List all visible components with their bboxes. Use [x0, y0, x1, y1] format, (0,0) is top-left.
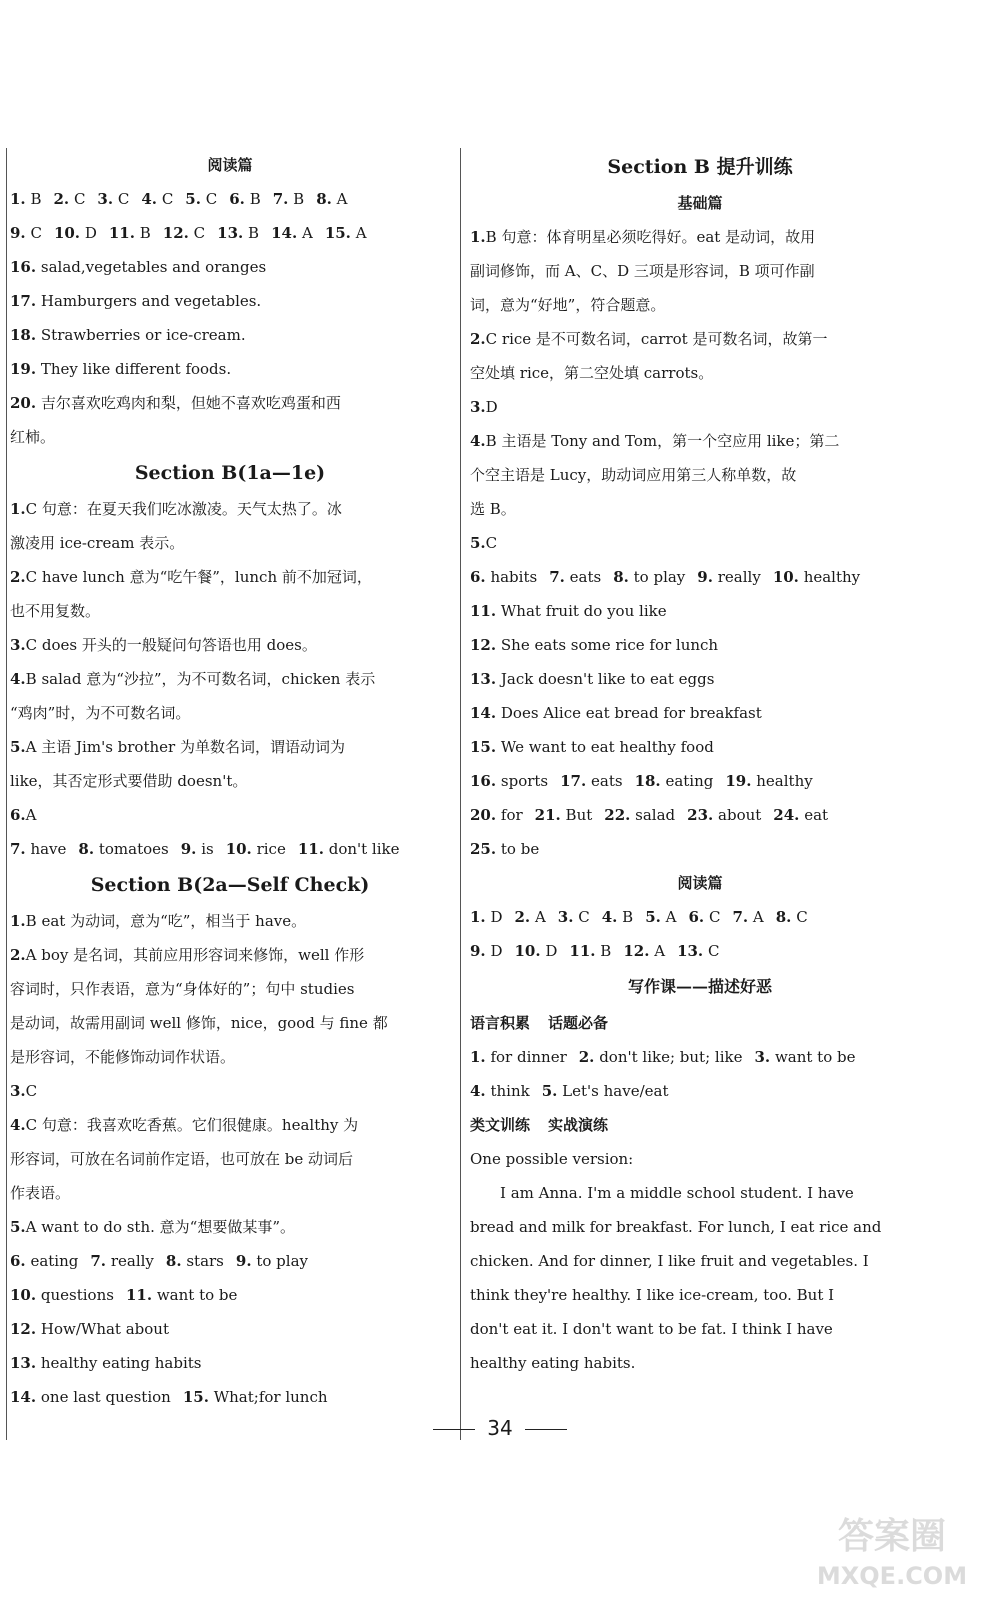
- answer-item: 10. D: [53, 224, 97, 242]
- answer-item: 10. rice: [225, 840, 286, 858]
- answer-item: 2. C: [53, 190, 86, 208]
- reading-heading: 阅读篇: [207, 156, 253, 174]
- reading-answer-list: [10, 250, 450, 386]
- answer-item: 12. A: [623, 942, 666, 960]
- secb1-q4-line-1: 4.B salad 意为“沙拉”，为不可数名词，chicken 表示: [10, 670, 376, 688]
- secb2-q13: 13. healthy eating habits: [10, 1354, 202, 1372]
- answer-line: 12. She eats some rice for lunch: [470, 636, 719, 654]
- right-reading-row-1: [470, 900, 930, 934]
- answer-item: 6. C: [688, 908, 721, 926]
- answer-item: 4. think: [470, 1082, 530, 1100]
- answer-item: 14. A: [271, 224, 313, 242]
- page-number-dash-right: [525, 1429, 567, 1430]
- basic-heading: 基础篇: [677, 194, 723, 212]
- rq4-line-1: 4.B 主语是 Tony and Tom，第一个空应用 like；第二: [470, 432, 840, 450]
- secb2-q2-line-1: 2.A boy 是名词，其前应用形容词来修饰，well 作形: [10, 946, 365, 964]
- secb2-q6-9: [10, 1244, 450, 1278]
- answer-item: 4. B: [601, 908, 634, 926]
- rq3: 3.D: [470, 398, 498, 416]
- essay-line-6: healthy eating habits.: [470, 1354, 636, 1372]
- answer-line: 16. salad,vegetables and oranges: [10, 258, 267, 276]
- answer-item: 15. A: [324, 224, 367, 242]
- essay-line-1: I am Anna. I'm a middle school student. I have: [500, 1184, 854, 1202]
- secb1-q5-line-1: 5.A 主语 Jim's brother 为单数名词，谓语动词为: [10, 738, 345, 756]
- secb2-q1: 1.B eat 为动词，意为“吃”，相当于 have。: [10, 912, 307, 930]
- answer-item: 21. But: [534, 806, 593, 824]
- secb1-q3: 3.C does 开头的一般疑问句答语也用 does。: [10, 636, 317, 654]
- left-border-line: [6, 148, 7, 1440]
- answer-item: 16. sports: [470, 772, 549, 790]
- rq4-line-3: 选 B。: [470, 500, 516, 518]
- secb2-q12: 12. How/What about: [10, 1320, 169, 1338]
- answer-item: 11. B: [108, 224, 151, 242]
- section-b-training-title: Section B 提升训练: [607, 156, 793, 178]
- section-b-1a-1e-title: Section B(1a—1e): [134, 462, 326, 484]
- answer-item: 7. eats: [549, 568, 602, 586]
- section-b-2a-self-check-title: Section B(2a—Self Check): [90, 874, 370, 896]
- reading-mc-row-1: [10, 182, 450, 216]
- answer-item: 19. healthy: [725, 772, 813, 790]
- answer-item: 5. Let's have/eat: [541, 1082, 669, 1100]
- answer-item: 8. tomatoes: [78, 840, 169, 858]
- answer-item: 2. don't like; but; like: [578, 1048, 743, 1066]
- answer-item: 7. B: [272, 190, 305, 208]
- answer-item: 9. D: [470, 942, 503, 960]
- right-column: [470, 148, 930, 1380]
- answer-item: 17. eats: [560, 772, 623, 790]
- right-reading-row-2: [470, 934, 930, 968]
- answer-line: 11. What fruit do you like: [470, 602, 667, 620]
- answer-line: 19. They like different foods.: [10, 360, 232, 378]
- answer-item: 9. really: [697, 568, 761, 586]
- secb1-q2-line-1: 2.C have lunch 意为“吃午餐”，lunch 前不加冠词，: [10, 568, 372, 586]
- answer-item: 8. stars: [165, 1252, 224, 1270]
- secb1-q1-line-2: 激凌用 ice-cream 表示。: [10, 534, 185, 552]
- secb2-q4-line-1: 4.C 句意：我喜欢吃香蕉。它们很健康。healthy 为: [10, 1116, 359, 1134]
- secb1-q2-line-2: 也不用复数。: [10, 602, 101, 620]
- answer-item: 6. habits: [470, 568, 538, 586]
- lang-row-2: [470, 1074, 930, 1108]
- answer-item: 6. eating: [10, 1252, 79, 1270]
- answer-item: 12. C: [162, 224, 206, 242]
- answer-line: 17. Hamburgers and vegetables.: [10, 292, 262, 310]
- page-number: 34: [0, 1416, 1000, 1440]
- rq25: 25. to be: [470, 840, 540, 858]
- page-number-dash-left: [433, 1429, 475, 1430]
- rq1-line-1: 1.B 句意：体育明星必须吃得好。eat 是动词，故用: [470, 228, 816, 246]
- answer-item: 10. healthy: [772, 568, 861, 586]
- lang-row-1: [470, 1040, 930, 1074]
- left-column: [10, 148, 450, 1414]
- secb2-q2-line-2: 容词时，只作表语，意为“身体好的”；句中 studies: [10, 980, 355, 998]
- secb2-q4-line-3: 作表语。: [10, 1184, 71, 1202]
- possible-version: One possible version:: [470, 1150, 634, 1168]
- column-divider: [460, 148, 461, 1440]
- secb2-q2-line-4: 是形容词，不能修饰动词作状语。: [10, 1048, 236, 1066]
- answer-item: 3. C: [97, 190, 130, 208]
- rq6-10: [470, 560, 930, 594]
- secb2-q10-11: [10, 1278, 450, 1312]
- answer-item: 5. A: [645, 908, 677, 926]
- watermark-text-url: MXQE.COM: [816, 1562, 968, 1590]
- essay-line-3: chicken. And for dinner, I like fruit and vegetables. I: [470, 1252, 869, 1270]
- answer-item: 4. C: [141, 190, 174, 208]
- language-label: 语言积累 话题必备: [470, 1014, 609, 1032]
- answer-item: 1. B: [10, 190, 42, 208]
- secb1-q6: 6.A: [10, 806, 37, 824]
- secb1-q4-line-2: “鸡肉”时，为不可数名词。: [10, 704, 191, 722]
- answer-item: 15. What;for lunch: [182, 1388, 328, 1406]
- watermark-logo: [802, 1506, 982, 1592]
- rq1-line-3: 词，意为“好地”，符合题意。: [470, 296, 666, 314]
- answer-item: 14. one last question: [10, 1388, 171, 1406]
- answer-item: 6. B: [229, 190, 261, 208]
- answer-item: 7. really: [90, 1252, 154, 1270]
- answer-item: 1. D: [470, 908, 503, 926]
- q20-line-1: 20. 吉尔喜欢吃鸡肉和梨，但她不喜欢吃鸡蛋和西: [10, 394, 341, 412]
- q20-line-2: 红柿。: [10, 428, 56, 446]
- answer-item: 11. want to be: [125, 1286, 238, 1304]
- answer-item: 5. C: [185, 190, 218, 208]
- rq5: 5.C: [470, 534, 498, 552]
- answer-item: 13. C: [677, 942, 720, 960]
- secb2-q4-line-2: 形容词，可放在名词前作定语，也可放在 be 动词后: [10, 1150, 354, 1168]
- answer-item: 9. is: [180, 840, 214, 858]
- answer-item: 7. A: [732, 908, 764, 926]
- secb2-q14-15: [10, 1380, 450, 1414]
- rq4-line-2: 个空主语是 Lucy，助动词应用第三人称单数，故: [470, 466, 797, 484]
- answer-item: 1. for dinner: [470, 1048, 567, 1066]
- answer-item: 2. A: [514, 908, 546, 926]
- answer-item: 8. to play: [613, 568, 686, 586]
- answer-item: 3. C: [557, 908, 590, 926]
- secb2-q5: 5.A want to do sth. 意为“想要做某事”。: [10, 1218, 295, 1236]
- answer-item: 9. C: [10, 224, 42, 242]
- answer-item: 11. B: [569, 942, 612, 960]
- answer-item: 11. don't like: [297, 840, 400, 858]
- answer-line: 15. We want to eat healthy food: [470, 738, 714, 756]
- answer-line: 13. Jack doesn't like to eat eggs: [470, 670, 715, 688]
- training-label: 类文训练 实战演练: [470, 1116, 609, 1134]
- secb2-q3: 3.C: [10, 1082, 38, 1100]
- answer-item: 8. C: [775, 908, 808, 926]
- answer-line: 18. Strawberries or ice-cream.: [10, 326, 246, 344]
- rq1-line-2: 副词修饰，而 A、C、D 三项是形容词，B 项可作副: [470, 262, 815, 280]
- essay-line-4: think they're healthy. I like ice-cream, too. But I: [470, 1286, 835, 1304]
- answer-item: 20. for: [470, 806, 523, 824]
- secb1-q1-line-1: 1.C 句意：在夏天我们吃冰激凌。天气太热了。冰: [10, 500, 342, 518]
- writing-heading: 写作课——描述好恶: [627, 977, 772, 996]
- secb1-q5-line-2: like，其否定形式要借助 doesn't。: [10, 772, 248, 790]
- rq2-line-2: 空处填 rice，第二空处填 carrots。: [470, 364, 714, 382]
- answer-item: 9. to play: [235, 1252, 308, 1270]
- right-reading-heading: 阅读篇: [677, 874, 723, 892]
- essay-line-5: don't eat it. I don't want to be fat. I think I have: [470, 1320, 833, 1338]
- answer-item: 18. eating: [634, 772, 714, 790]
- answer-item: 24. eat: [773, 806, 829, 824]
- rq11-15-list: [470, 594, 930, 764]
- watermark-text-cn: 答案圈: [837, 1516, 947, 1557]
- answer-item: 7. have: [10, 840, 67, 858]
- answer-item: 22. salad: [604, 806, 676, 824]
- answer-item: 3. want to be: [754, 1048, 856, 1066]
- secb2-q2-line-3: 是动词，故需用副词 well 修饰，nice，good 与 fine 都: [10, 1014, 388, 1032]
- reading-mc-row-2: [10, 216, 450, 250]
- rq20-24: [470, 798, 930, 832]
- answer-line: 14. Does Alice eat bread for breakfast: [470, 704, 762, 722]
- rq2-line-1: 2.C rice 是不可数名词，carrot 是可数名词，故第一: [470, 330, 828, 348]
- rq16-19: [470, 764, 930, 798]
- answer-item: 13. B: [217, 224, 260, 242]
- answer-item: 10. questions: [10, 1286, 114, 1304]
- essay-line-2: bread and milk for breakfast. For lunch, I eat rice and: [470, 1218, 882, 1236]
- answer-item: 23. about: [687, 806, 762, 824]
- answer-item: 10. D: [514, 942, 558, 960]
- answer-item: 8. A: [316, 190, 348, 208]
- secb1-q7-11: [10, 832, 450, 866]
